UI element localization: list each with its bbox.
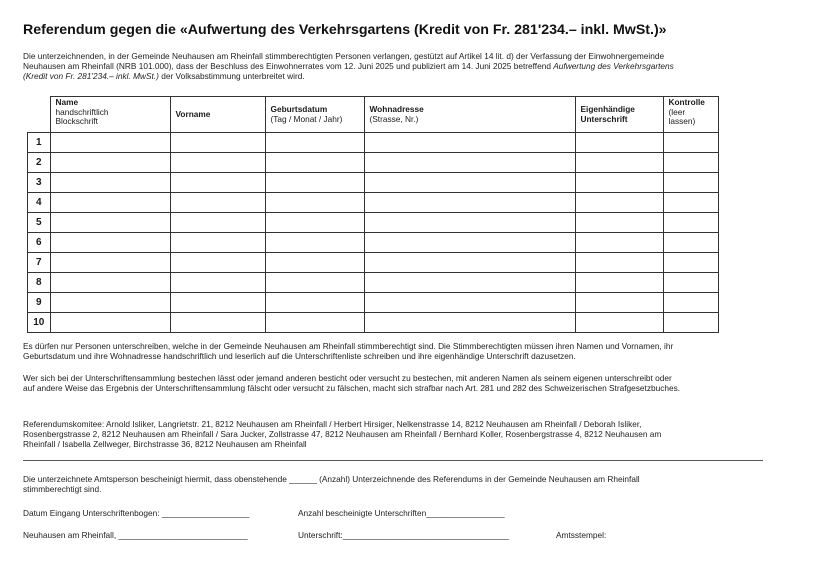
header-wohnadresse: Wohnadresse (Strasse, Nr.) <box>364 97 575 133</box>
intro-line-1: Die unterzeichnenden, in der Gemeinde Neuhausen am Rheinfall stimmberechtigten Personen verlangen, gestützt auf Artikel 14 lit. d) der Verfassung der Einwohnergemeinde <box>23 51 665 61</box>
certification-text: Die unterzeichnete Amtsperson bescheinigt hiermit, dass obenstehende ______ (Anzahl) Unterzeichnende des Referendums in der Gemeinde Neuhausen am Rheinfall stimmberechtigt sind. <box>23 474 640 495</box>
eligibility-notice: Es dürfen nur Personen unterschreiben, welche in der Gemeinde Neuhausen am Rheinfall stimmberechtigt sind. Die Stimmberechtigten müssen ihren Namen und Vornamen, ihr Geburtsdatum und ihre Wohnadresse handschriftlich und leserlich auf die Unterschriftenliste schreiben und ihre eigenhändige Unterschrift dazusetzen. <box>23 341 674 362</box>
unterschrift-cell[interactable] <box>575 213 663 233</box>
table-row <box>28 213 719 233</box>
geburtsdatum-cell[interactable] <box>265 213 364 233</box>
row-number: 10 <box>28 313 51 333</box>
header-unterschrift: Eigenhändige Unterschrift <box>575 97 663 133</box>
header-kontrolle: Kontrolle (leer lassen) <box>663 97 718 133</box>
wohnadresse-cell[interactable] <box>364 273 575 293</box>
name-cell[interactable] <box>50 133 170 153</box>
vorname-cell[interactable] <box>170 193 265 213</box>
table-row <box>28 173 719 193</box>
geburtsdatum-cell[interactable] <box>265 153 364 173</box>
name-cell[interactable] <box>50 193 170 213</box>
name-cell[interactable] <box>50 153 170 173</box>
row-number: 9 <box>28 293 51 313</box>
wohnadresse-cell[interactable] <box>364 153 575 173</box>
wohnadresse-cell[interactable] <box>364 193 575 213</box>
name-cell[interactable] <box>50 233 170 253</box>
vorname-cell[interactable] <box>170 293 265 313</box>
header-name: Name handschriftlich Blockschrift <box>50 97 170 133</box>
row-number: 8 <box>28 273 51 293</box>
anzahl-bescheinigte-field[interactable]: Anzahl bescheinigte Unterschriften_________________ <box>298 508 505 518</box>
ort-datum-field[interactable]: Neuhausen am Rheinfall, ____________________________ <box>23 530 248 540</box>
kontrolle-cell <box>663 153 718 173</box>
table-row <box>28 253 719 273</box>
row-number: 7 <box>28 253 51 273</box>
vorname-cell[interactable] <box>170 253 265 273</box>
bribery-warning: Wer sich bei der Unterschriftensammlung bestechen lässt oder jemand anderen besticht oder versucht zu bestechen, mit anderen Namen als seinem eigenen unterschreibt oder auf andere Weise das Ergebnis der Unterschriftensammlung fälscht oder versucht zu fälschen, macht sich strafbar nach Art. 281 und 282 des Schweizerischen Strafgesetzbuches. <box>23 373 681 394</box>
table-row <box>28 233 719 253</box>
vorname-cell[interactable] <box>170 133 265 153</box>
vorname-cell[interactable] <box>170 213 265 233</box>
geburtsdatum-cell[interactable] <box>265 173 364 193</box>
wohnadresse-cell[interactable] <box>364 293 575 313</box>
wohnadresse-cell[interactable] <box>364 313 575 333</box>
kontrolle-cell <box>663 233 718 253</box>
vorname-cell[interactable] <box>170 233 265 253</box>
page-title: Referendum gegen die «Aufwertung des Verkehrsgartens (Kredit von Fr. 281'234.– inkl. MwSt.)» <box>23 22 667 38</box>
name-cell[interactable] <box>50 253 170 273</box>
wohnadresse-cell[interactable] <box>364 213 575 233</box>
header-number <box>28 97 51 133</box>
intro-paragraph <box>23 51 793 82</box>
table-row <box>28 273 719 293</box>
unterschrift-cell[interactable] <box>575 173 663 193</box>
unterschrift-cell[interactable] <box>575 273 663 293</box>
row-number: 6 <box>28 233 51 253</box>
header-geburtsdatum: Geburtsdatum (Tag / Monat / Jahr) <box>265 97 364 133</box>
vorname-cell[interactable] <box>170 313 265 333</box>
wohnadresse-cell[interactable] <box>364 233 575 253</box>
table-row <box>28 313 719 333</box>
intro-line-3: (Kredit von Fr. 281'234.– inkl. MwSt.) der Volksabstimmung unterbreitet wird. <box>23 71 305 82</box>
wohnadresse-cell[interactable] <box>364 173 575 193</box>
kontrolle-cell <box>663 173 718 193</box>
name-cell[interactable] <box>50 173 170 193</box>
row-number: 2 <box>28 153 51 173</box>
table-row <box>28 293 719 313</box>
wohnadresse-cell[interactable] <box>364 253 575 273</box>
unterschrift-cell[interactable] <box>575 313 663 333</box>
amtsstempel-label: Amtsstempel: <box>556 530 607 540</box>
kontrolle-cell <box>663 293 718 313</box>
geburtsdatum-cell[interactable] <box>265 193 364 213</box>
kontrolle-cell <box>663 313 718 333</box>
geburtsdatum-cell[interactable] <box>265 313 364 333</box>
name-cell[interactable] <box>50 293 170 313</box>
intro-line-2: Neuhausen am Rheinfall (NRB 101.000), dass der Beschluss des Einwohnerrates vom 12. Juni 2025 und publiziert am 14. Juni 2025 betreffend Aufwertung des Verkehrsgartens <box>23 61 674 72</box>
row-number: 5 <box>28 213 51 233</box>
unterschrift-amtsperson-field[interactable]: Unterschrift:____________________________________ <box>298 530 509 540</box>
section-divider <box>23 460 763 461</box>
name-cell[interactable] <box>50 213 170 233</box>
kontrolle-cell <box>663 253 718 273</box>
unterschrift-cell[interactable] <box>575 153 663 173</box>
row-number: 1 <box>28 133 51 153</box>
kontrolle-cell <box>663 273 718 293</box>
geburtsdatum-cell[interactable] <box>265 233 364 253</box>
unterschrift-cell[interactable] <box>575 253 663 273</box>
kontrolle-cell <box>663 193 718 213</box>
wohnadresse-cell[interactable] <box>364 133 575 153</box>
row-number: 4 <box>28 193 51 213</box>
table-row <box>28 153 719 173</box>
unterschrift-cell[interactable] <box>575 293 663 313</box>
committee-list: Referendumskomitee: Arnold Isliker, Langrietstr. 21, 8212 Neuhausen am Rheinfall / Herbert Hirsiger, Nelkenstrasse 14, 8212 Neuhausen am Rheinfall / Deborah Isliker, Rosenbergstrasse 2, 8212 Neuhausen am Rheinfall / Sara Jucker, Zollstrasse 47, 8212 Neuhausen am Rheinfall / Bernhard Koller, Rosenbergstrasse 4, 8212 Neuhausen am Rheinfall / Isabella Zellweger, Birchstrasse 36, 8212 Neuhausen am Rheinfall <box>23 419 662 450</box>
vorname-cell[interactable] <box>170 273 265 293</box>
geburtsdatum-cell[interactable] <box>265 293 364 313</box>
unterschrift-cell[interactable] <box>575 233 663 253</box>
vorname-cell[interactable] <box>170 153 265 173</box>
geburtsdatum-cell[interactable] <box>265 273 364 293</box>
unterschrift-cell[interactable] <box>575 133 663 153</box>
geburtsdatum-cell[interactable] <box>265 253 364 273</box>
table-row <box>28 193 719 213</box>
signature-table <box>27 96 719 333</box>
vorname-cell[interactable] <box>170 173 265 193</box>
kontrolle-cell <box>663 213 718 233</box>
row-number: 3 <box>28 173 51 193</box>
name-cell[interactable] <box>50 273 170 293</box>
geburtsdatum-cell[interactable] <box>265 133 364 153</box>
unterschrift-cell[interactable] <box>575 193 663 213</box>
table-row <box>28 133 719 153</box>
datum-eingang-field[interactable]: Datum Eingang Unterschriftenbogen: ___________________ <box>23 508 250 518</box>
kontrolle-cell <box>663 133 718 153</box>
table-header-row <box>28 97 719 133</box>
header-vorname: Vorname <box>170 97 265 133</box>
name-cell[interactable] <box>50 313 170 333</box>
